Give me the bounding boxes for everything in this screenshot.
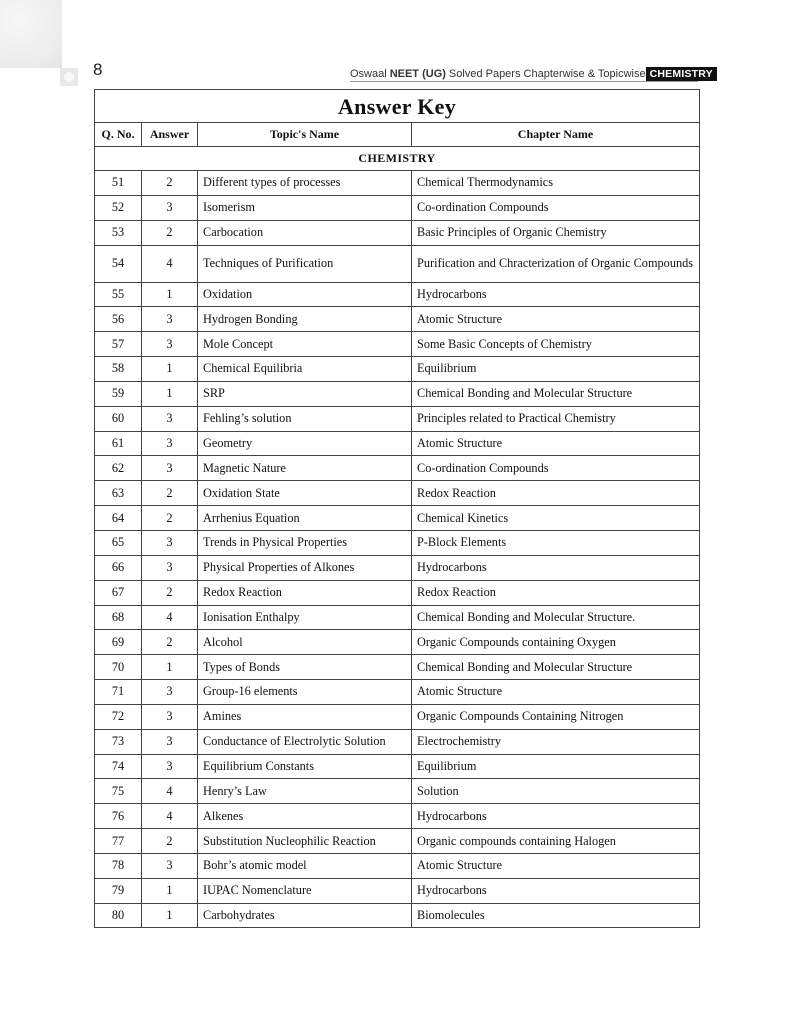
row-chapter: Chemical Thermodynamics bbox=[412, 171, 700, 196]
row-topic: Substitution Nucleophilic Reaction bbox=[198, 829, 412, 854]
header-rule bbox=[350, 81, 698, 82]
row-qno: 53 bbox=[95, 220, 142, 245]
column-header-topic: Topic's Name bbox=[198, 123, 412, 147]
row-chapter: Basic Principles of Organic Chemistry bbox=[412, 220, 700, 245]
row-topic: Conductance of Electrolytic Solution bbox=[198, 729, 412, 754]
row-answer: 1 bbox=[142, 903, 198, 928]
row-answer: 3 bbox=[142, 530, 198, 555]
table-row bbox=[95, 530, 700, 555]
row-chapter: Atomic Structure bbox=[412, 853, 700, 878]
row-qno: 67 bbox=[95, 580, 142, 605]
row-qno: 80 bbox=[95, 903, 142, 928]
table-row bbox=[95, 307, 700, 332]
table-row bbox=[95, 704, 700, 729]
row-topic: Alkenes bbox=[198, 804, 412, 829]
row-topic: IUPAC Nomenclature bbox=[198, 878, 412, 903]
table-row bbox=[95, 804, 700, 829]
row-chapter: Atomic Structure bbox=[412, 680, 700, 705]
row-topic: Different types of processes bbox=[198, 171, 412, 196]
row-qno: 57 bbox=[95, 332, 142, 357]
row-answer: 3 bbox=[142, 307, 198, 332]
row-answer: 4 bbox=[142, 245, 198, 282]
row-answer: 4 bbox=[142, 605, 198, 630]
row-answer: 3 bbox=[142, 729, 198, 754]
row-topic: Arrhenius Equation bbox=[198, 506, 412, 531]
table-row bbox=[95, 506, 700, 531]
table-row bbox=[95, 754, 700, 779]
row-answer: 3 bbox=[142, 195, 198, 220]
row-chapter: Atomic Structure bbox=[412, 307, 700, 332]
section-label: CHEMISTRY bbox=[95, 147, 700, 171]
row-answer: 4 bbox=[142, 804, 198, 829]
row-topic: Geometry bbox=[198, 431, 412, 456]
table-row bbox=[95, 357, 700, 382]
row-chapter: Hydrocarbons bbox=[412, 804, 700, 829]
row-topic: Ionisation Enthalpy bbox=[198, 605, 412, 630]
corner-shade bbox=[0, 0, 62, 68]
table-body bbox=[95, 171, 700, 928]
row-chapter: Equilibrium bbox=[412, 754, 700, 779]
row-answer: 2 bbox=[142, 630, 198, 655]
row-topic: Amines bbox=[198, 704, 412, 729]
row-topic: Equilibrium Constants bbox=[198, 754, 412, 779]
table-row bbox=[95, 171, 700, 196]
row-answer: 1 bbox=[142, 878, 198, 903]
row-qno: 68 bbox=[95, 605, 142, 630]
row-answer: 3 bbox=[142, 680, 198, 705]
row-qno: 76 bbox=[95, 804, 142, 829]
row-topic: Chemical Equilibria bbox=[198, 357, 412, 382]
table-row bbox=[95, 456, 700, 481]
row-chapter: Co-ordination Compounds bbox=[412, 195, 700, 220]
table-row bbox=[95, 245, 700, 282]
row-topic: Trends in Physical Properties bbox=[198, 530, 412, 555]
row-answer: 1 bbox=[142, 655, 198, 680]
row-topic: Henry’s Law bbox=[198, 779, 412, 804]
table-row bbox=[95, 680, 700, 705]
table-row bbox=[95, 853, 700, 878]
corner-tab bbox=[60, 68, 78, 86]
row-answer: 3 bbox=[142, 406, 198, 431]
row-chapter: Electrochemistry bbox=[412, 729, 700, 754]
row-answer: 4 bbox=[142, 779, 198, 804]
row-answer: 1 bbox=[142, 357, 198, 382]
row-qno: 71 bbox=[95, 680, 142, 705]
header-prefix: Oswaal bbox=[350, 67, 387, 80]
row-qno: 74 bbox=[95, 754, 142, 779]
row-chapter: Hydrocarbons bbox=[412, 282, 700, 307]
row-chapter: Some Basic Concepts of Chemistry bbox=[412, 332, 700, 357]
table-row bbox=[95, 903, 700, 928]
row-answer: 3 bbox=[142, 555, 198, 580]
table-row bbox=[95, 381, 700, 406]
table-row bbox=[95, 729, 700, 754]
row-qno: 55 bbox=[95, 282, 142, 307]
table-row bbox=[95, 555, 700, 580]
answer-key-table bbox=[94, 89, 700, 928]
row-chapter: Atomic Structure bbox=[412, 431, 700, 456]
row-qno: 78 bbox=[95, 853, 142, 878]
row-topic: Isomerism bbox=[198, 195, 412, 220]
row-topic: SRP bbox=[198, 381, 412, 406]
table-row bbox=[95, 282, 700, 307]
row-qno: 61 bbox=[95, 431, 142, 456]
row-chapter: Organic Compounds containing Oxygen bbox=[412, 630, 700, 655]
row-topic: Redox Reaction bbox=[198, 580, 412, 605]
table-title: Answer Key bbox=[95, 90, 700, 123]
row-qno: 60 bbox=[95, 406, 142, 431]
page-number: 8 bbox=[93, 60, 103, 79]
row-qno: 52 bbox=[95, 195, 142, 220]
row-topic: Carbocation bbox=[198, 220, 412, 245]
row-answer: 2 bbox=[142, 829, 198, 854]
header-exam: NEET (UG) bbox=[389, 67, 446, 80]
row-topic: Alcohol bbox=[198, 630, 412, 655]
row-qno: 59 bbox=[95, 381, 142, 406]
row-answer: 3 bbox=[142, 456, 198, 481]
table-row bbox=[95, 220, 700, 245]
row-chapter: Biomolecules bbox=[412, 903, 700, 928]
row-topic: Fehling’s solution bbox=[198, 406, 412, 431]
row-answer: 2 bbox=[142, 171, 198, 196]
table-row bbox=[95, 481, 700, 506]
row-chapter: Organic Compounds Containing Nitrogen bbox=[412, 704, 700, 729]
row-answer: 2 bbox=[142, 481, 198, 506]
row-qno: 56 bbox=[95, 307, 142, 332]
table-row bbox=[95, 829, 700, 854]
row-qno: 64 bbox=[95, 506, 142, 531]
row-chapter: Hydrocarbons bbox=[412, 878, 700, 903]
row-chapter: Purification and Chracterization of Organic Compounds bbox=[412, 245, 700, 282]
row-qno: 65 bbox=[95, 530, 142, 555]
row-topic: Mole Concept bbox=[198, 332, 412, 357]
row-qno: 66 bbox=[95, 555, 142, 580]
row-answer: 2 bbox=[142, 506, 198, 531]
table-row bbox=[95, 332, 700, 357]
table-row bbox=[95, 655, 700, 680]
row-topic: Oxidation State bbox=[198, 481, 412, 506]
row-topic: Hydrogen Bonding bbox=[198, 307, 412, 332]
row-topic: Techniques of Purification bbox=[198, 245, 412, 282]
row-qno: 51 bbox=[95, 171, 142, 196]
running-header bbox=[350, 66, 713, 81]
row-topic: Carbohydrates bbox=[198, 903, 412, 928]
column-header-qno: Q. No. bbox=[95, 123, 142, 147]
row-qno: 58 bbox=[95, 357, 142, 382]
row-chapter: P-Block Elements bbox=[412, 530, 700, 555]
row-answer: 1 bbox=[142, 282, 198, 307]
table-row bbox=[95, 779, 700, 804]
row-qno: 69 bbox=[95, 630, 142, 655]
row-answer: 2 bbox=[142, 580, 198, 605]
row-answer: 3 bbox=[142, 754, 198, 779]
row-topic: Magnetic Nature bbox=[198, 456, 412, 481]
column-header-answer: Answer bbox=[142, 123, 198, 147]
row-qno: 72 bbox=[95, 704, 142, 729]
table-row bbox=[95, 406, 700, 431]
row-chapter: Hydrocarbons bbox=[412, 555, 700, 580]
row-answer: 3 bbox=[142, 431, 198, 456]
row-qno: 75 bbox=[95, 779, 142, 804]
row-answer: 3 bbox=[142, 332, 198, 357]
row-chapter: Chemical Bonding and Molecular Structure. bbox=[412, 605, 700, 630]
row-qno: 73 bbox=[95, 729, 142, 754]
row-answer: 3 bbox=[142, 704, 198, 729]
row-chapter: Chemical Bonding and Molecular Structure bbox=[412, 655, 700, 680]
row-chapter: Redox Reaction bbox=[412, 481, 700, 506]
row-chapter: Co-ordination Compounds bbox=[412, 456, 700, 481]
row-qno: 79 bbox=[95, 878, 142, 903]
row-chapter: Organic compounds containing Halogen bbox=[412, 829, 700, 854]
row-chapter: Chemical Kinetics bbox=[412, 506, 700, 531]
row-qno: 63 bbox=[95, 481, 142, 506]
row-chapter: Solution bbox=[412, 779, 700, 804]
column-header-chapter: Chapter Name bbox=[412, 123, 700, 147]
row-chapter: Chemical Bonding and Molecular Structure bbox=[412, 381, 700, 406]
header-suffix: Solved Papers Chapterwise & Topicwise bbox=[448, 67, 646, 80]
row-qno: 70 bbox=[95, 655, 142, 680]
header-subject-badge: CHEMISTRY bbox=[646, 67, 717, 81]
row-topic: Group-16 elements bbox=[198, 680, 412, 705]
table-row bbox=[95, 605, 700, 630]
table-row bbox=[95, 630, 700, 655]
row-chapter: Equilibrium bbox=[412, 357, 700, 382]
table-row bbox=[95, 431, 700, 456]
row-topic: Bohr’s atomic model bbox=[198, 853, 412, 878]
column-header-row bbox=[95, 123, 700, 147]
row-topic: Oxidation bbox=[198, 282, 412, 307]
row-answer: 3 bbox=[142, 853, 198, 878]
row-chapter: Redox Reaction bbox=[412, 580, 700, 605]
row-chapter: Principles related to Practical Chemistry bbox=[412, 406, 700, 431]
row-qno: 77 bbox=[95, 829, 142, 854]
table-row bbox=[95, 195, 700, 220]
table-row bbox=[95, 580, 700, 605]
row-answer: 1 bbox=[142, 381, 198, 406]
row-topic: Types of Bonds bbox=[198, 655, 412, 680]
table-row bbox=[95, 878, 700, 903]
row-qno: 54 bbox=[95, 245, 142, 282]
row-topic: Physical Properties of Alkones bbox=[198, 555, 412, 580]
row-answer: 2 bbox=[142, 220, 198, 245]
row-qno: 62 bbox=[95, 456, 142, 481]
